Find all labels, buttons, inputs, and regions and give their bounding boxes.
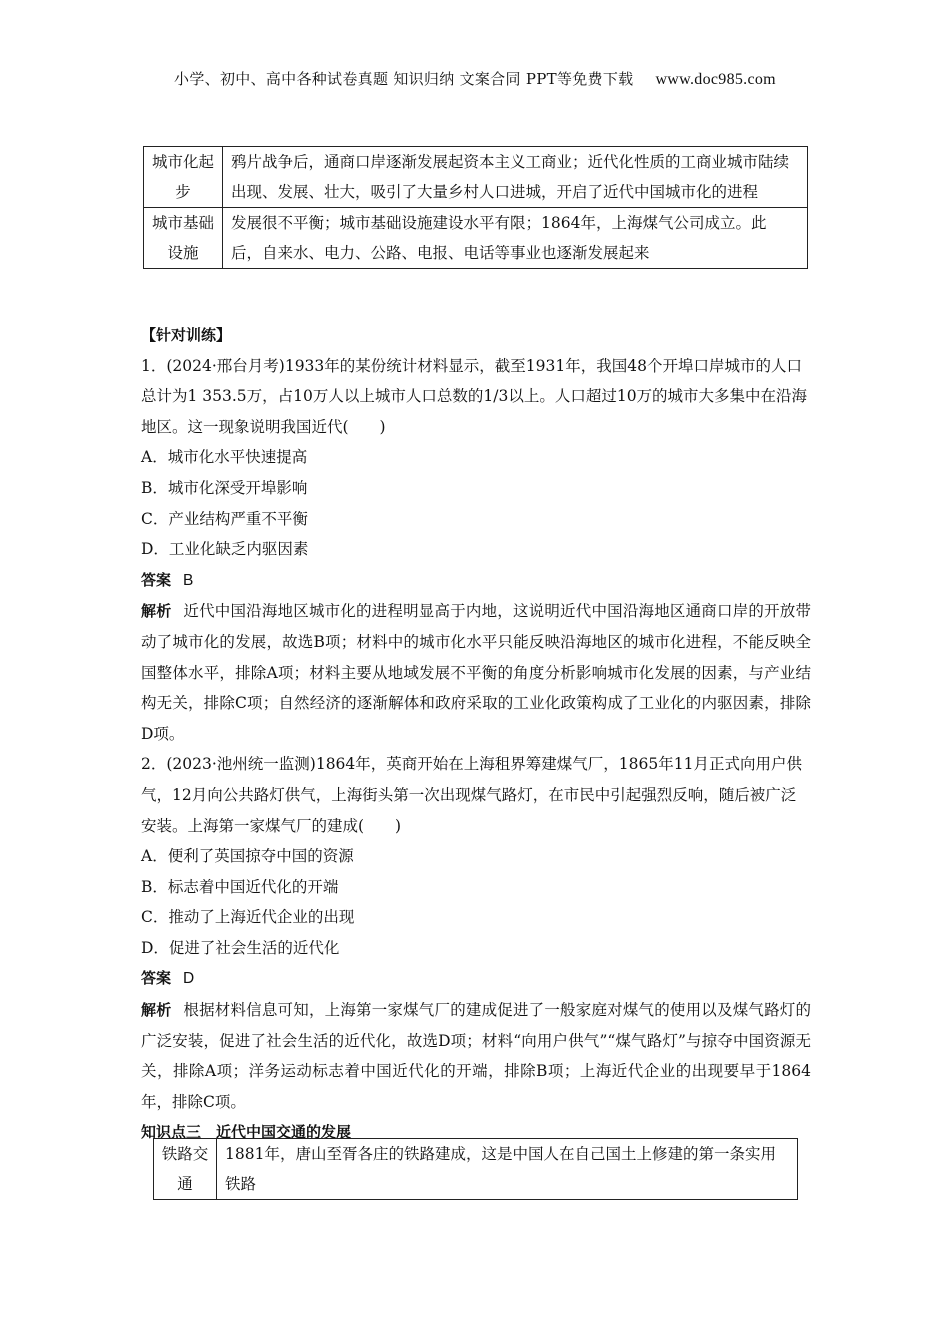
answer-value: D <box>183 970 195 988</box>
question-stem: 1．(2024·邢台月考)1933年的某份统计材料显示，截至1931年，我国48个开埠口岸城市的人口总计为1 353.5万，占10万人以上城市人口总数的1/3以上。人口超过10万的城市大多集中在沿海地区。这一现象说明我国近代( ) <box>141 356 808 436</box>
header-text: 小学、初中、高中各种试卷真题 知识归纳 文案合同 PPT等免费下载 <box>174 70 634 88</box>
option-c: C．产业结构严重不平衡 <box>141 509 308 528</box>
knowledge-table-transport <box>153 1138 798 1200</box>
option-c: C．推动了上海近代企业的出现 <box>141 908 355 927</box>
knowledge-point-title: 知识点三 近代中国交通的发展 <box>141 1123 352 1142</box>
table-row-body: 1881年，唐山至胥各庄的铁路建成，这是中国人在自己国土上修建的第一条实用铁路 <box>217 1139 798 1200</box>
table-row-head: 城市化起步 <box>144 147 223 208</box>
option-a: A．便利了英国掠夺中国的资源 <box>141 847 354 866</box>
table-row-body: 发展很不平衡；城市基础设施建设水平有限；1864年，上海煤气公司成立。此后，自来水、电力、公路、电报、电话等事业也逐渐发展起来 <box>223 208 808 269</box>
table-row <box>144 208 808 269</box>
answer-line <box>141 963 811 995</box>
page-header <box>0 68 950 89</box>
table-row-body: 鸦片战争后，通商口岸逐渐发展起资本主义工商业；近代化性质的工商业城市陆续出现、发展、壮大，吸引了大量乡村人口进城，开启了近代中国城市化的进程 <box>223 147 808 208</box>
table-row <box>154 1139 798 1200</box>
option-b: B．城市化深受开埠影响 <box>141 478 308 497</box>
option-a: A．城市化水平快速提高 <box>141 448 308 467</box>
knowledge-table-urbanization <box>143 146 808 269</box>
analysis-text: 近代中国沿海地区城市化的进程明显高于内地，这说明近代中国沿海地区通商口岸的开放带动了城市化的发展，故选B项；材料中的城市化水平只能反映沿海地区的城市化进程，不能反映全国整体水平，排除A项；材料主要从地域发展不平衡的角度分析影响城市化发展的因素，与产业结构无关，排除C项；自然经济的逐渐解体和政府采取的工业化政策构成了工业化的内驱因素，排除D项。 <box>141 602 811 743</box>
table-row-head: 城市基础设施 <box>144 208 223 269</box>
section-title: 【针对训练】 <box>141 326 232 344</box>
analysis-text: 根据材料信息可知，上海第一家煤气厂的建成促进了一般家庭对煤气的使用以及煤气路灯的广泛安装，促进了社会生活的近代化，故选D项；材料“向用户供气”“煤气路灯”与掠夺中国资源无关，排除A项；洋务运动标志着中国近代化的开端，排除B项；上海近代企业的出现要早于1864年，排除C项。 <box>141 1001 811 1111</box>
table-row <box>144 147 808 208</box>
answer-label: 答案 <box>141 570 172 589</box>
option-d: D．工业化缺乏内驱因素 <box>141 540 309 559</box>
option-d: D．促进了社会生活的近代化 <box>141 938 340 957</box>
exercise-section <box>141 320 811 1148</box>
answer-line <box>141 565 811 597</box>
analysis-label: 解析 <box>141 602 172 621</box>
analysis-label: 解析 <box>141 1001 172 1020</box>
table-row-head: 铁路交通 <box>154 1139 217 1200</box>
analysis-paragraph <box>141 995 811 1117</box>
answer-value: B <box>183 571 194 589</box>
option-b: B．标志着中国近代化的开端 <box>141 877 339 896</box>
analysis-paragraph <box>141 596 811 749</box>
header-site[interactable]: www.doc985.com <box>655 71 776 88</box>
answer-label: 答案 <box>141 969 172 988</box>
question-stem: 2．(2023·池州统一监测)1864年，英商开始在上海租界筹建煤气厂，1865年11月正式向用户供气，12月向公共路灯供气，上海街头第一次出现煤气路灯，在市民中引起强烈反响，随后被广泛安装。上海第一家煤气厂的建成( ) <box>141 755 802 835</box>
